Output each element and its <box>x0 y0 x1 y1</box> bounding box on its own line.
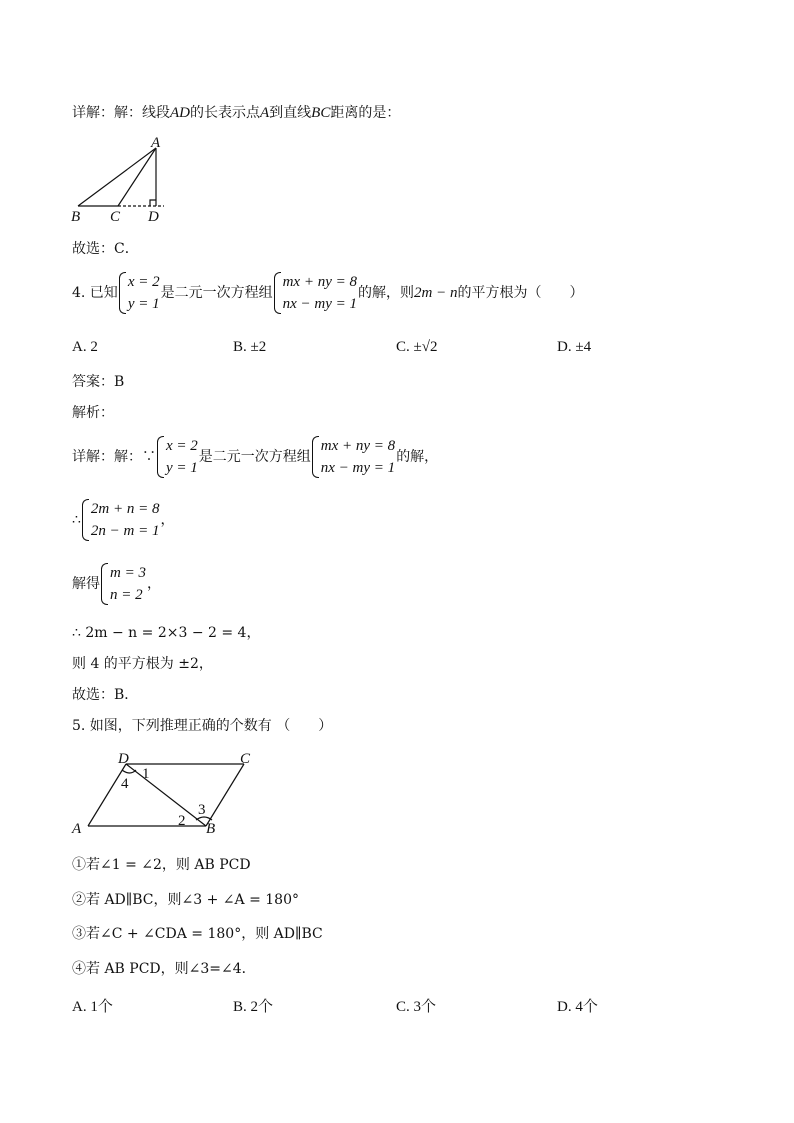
q4-sys1-row2: y = 1 <box>127 296 160 312</box>
q5-angle-label-4: 4 <box>121 776 129 792</box>
q4-prefix: 4. 已知 <box>72 285 118 301</box>
q4-comma-2: ， <box>146 576 161 592</box>
q4-detail-mid: 是二元一次方程组 <box>198 449 311 465</box>
q4-question <box>72 271 583 315</box>
therefore-symbol: ∴ <box>72 512 81 528</box>
q4-final-answer: 故选：B． <box>72 687 139 703</box>
q5-statement-1: ①若∠1 = ∠2，则 AB PCD <box>72 857 251 873</box>
q4-suffix-b: 的平方根为（ ） <box>457 285 584 301</box>
q3-label-b: B <box>71 209 81 225</box>
q4-equation-system <box>274 271 357 315</box>
q4-answer: 答案：B <box>72 374 125 390</box>
q4-detail-sys1-row1: x = 2 <box>166 438 198 454</box>
q5-label-c: C <box>240 751 251 767</box>
q4-option-d[interactable]: D. ±4 <box>557 339 592 355</box>
q5-parallelogram-figure <box>66 746 266 838</box>
segment-ad: AD <box>170 105 190 121</box>
q4-solved-system <box>72 562 161 606</box>
q4-sys3-row2: 2n − m = 1 <box>90 523 160 539</box>
q5-option-a[interactable]: A. 1个 <box>72 999 113 1015</box>
q4-option-c[interactable]: C. ±√2 <box>396 339 438 355</box>
q3-seg-ca <box>118 148 156 206</box>
q5-seg-bc <box>206 764 244 826</box>
q4-calculation: ∴ 2m − n = 2×3 − 2 = 4， <box>72 625 261 641</box>
q3-detail-prefix: 详解：解：线段 <box>72 105 170 121</box>
q4-detail-sys2-row2: nx − my = 1 <box>320 460 396 476</box>
q4-sys4-row1: m = 3 <box>110 565 146 581</box>
q5-seg-db <box>126 764 206 826</box>
q4-sys1-row1: x = 2 <box>127 274 160 290</box>
q5-statement-3: ③若∠C + ∠CDA = 180°，则 AD∥BC <box>72 926 323 942</box>
q4-option-a[interactable]: A. 2 <box>72 339 98 355</box>
q5-option-c[interactable]: C. 3个 <box>396 999 437 1015</box>
q4-system-3 <box>82 498 160 542</box>
q4-substituted-system <box>72 498 175 542</box>
q5-option-b[interactable]: B. 2个 <box>233 999 274 1015</box>
q3-detail-mid: 的长表示点 <box>190 105 260 121</box>
q4-detail-equation-system <box>312 435 395 479</box>
q3-right-angle-mark <box>150 200 156 206</box>
q4-option-b[interactable]: B. ±2 <box>233 339 267 355</box>
line-bc: BC <box>311 105 331 121</box>
q5-angle-label-3: 3 <box>198 802 206 818</box>
q4-root-line: 则 4 的平方根为 ±2， <box>72 656 213 672</box>
q5-seg-ad <box>88 764 126 826</box>
q4-mid: 是二元一次方程组 <box>160 285 273 301</box>
q5-angle-label-2: 2 <box>178 813 186 829</box>
q4-system-4 <box>101 562 146 606</box>
q3-seg-ba <box>78 148 156 206</box>
q4-detail-prefix: 详解：解：∵ <box>72 449 156 465</box>
q5-statement-2: ②若 AD∥BC，则∠3 + ∠A = 180° <box>72 892 299 908</box>
q5-statement-4: ④若 AB PCD，则∠3=∠4． <box>72 961 256 977</box>
q5-label-b: B <box>206 821 216 837</box>
q4-sys4-row2: n = 2 <box>110 587 143 603</box>
q4-sys3-row1: 2m + n = 8 <box>90 501 160 517</box>
q5-label-a: A <box>72 821 82 837</box>
q3-detail-suffix: 距离的是： <box>330 105 401 121</box>
q3-answer: 故选：C． <box>72 241 139 257</box>
q5-question: 5. 如图，下列推理正确的个数有 （ ） <box>72 718 333 734</box>
q3-triangle-figure <box>66 134 176 226</box>
q4-detail-suffix: 的解， <box>396 449 439 465</box>
q5-label-d: D <box>118 751 129 767</box>
q4-detail-line <box>72 435 438 479</box>
q4-sys2-row1: mx + ny = 8 <box>282 274 357 290</box>
q4-suffix-a: 的解，则 <box>358 285 414 301</box>
point-a: A <box>260 105 270 121</box>
q3-detail-mid2: 到直线 <box>269 105 312 121</box>
q5-angle-label-1: 1 <box>142 766 150 782</box>
q4-detail-solution-system <box>157 435 198 479</box>
q3-label-c: C <box>110 209 121 225</box>
q3-label-d: D <box>148 209 159 225</box>
q4-detail-sys2-row1: mx + ny = 8 <box>320 438 396 454</box>
q3-detail-line <box>72 104 400 122</box>
q4-expression: 2m − n <box>414 285 458 301</box>
q4-analysis-label: 解析： <box>72 405 114 421</box>
q4-detail-sys1-row2: y = 1 <box>166 460 198 476</box>
q4-sys2-row2: nx − my = 1 <box>282 296 357 312</box>
q3-label-a: A <box>151 135 161 151</box>
q4-comma: ， <box>160 512 175 528</box>
q5-option-d[interactable]: D. 4个 <box>557 999 598 1015</box>
q4-solution-system <box>119 271 160 315</box>
q4-solved-label: 解得 <box>72 576 100 592</box>
